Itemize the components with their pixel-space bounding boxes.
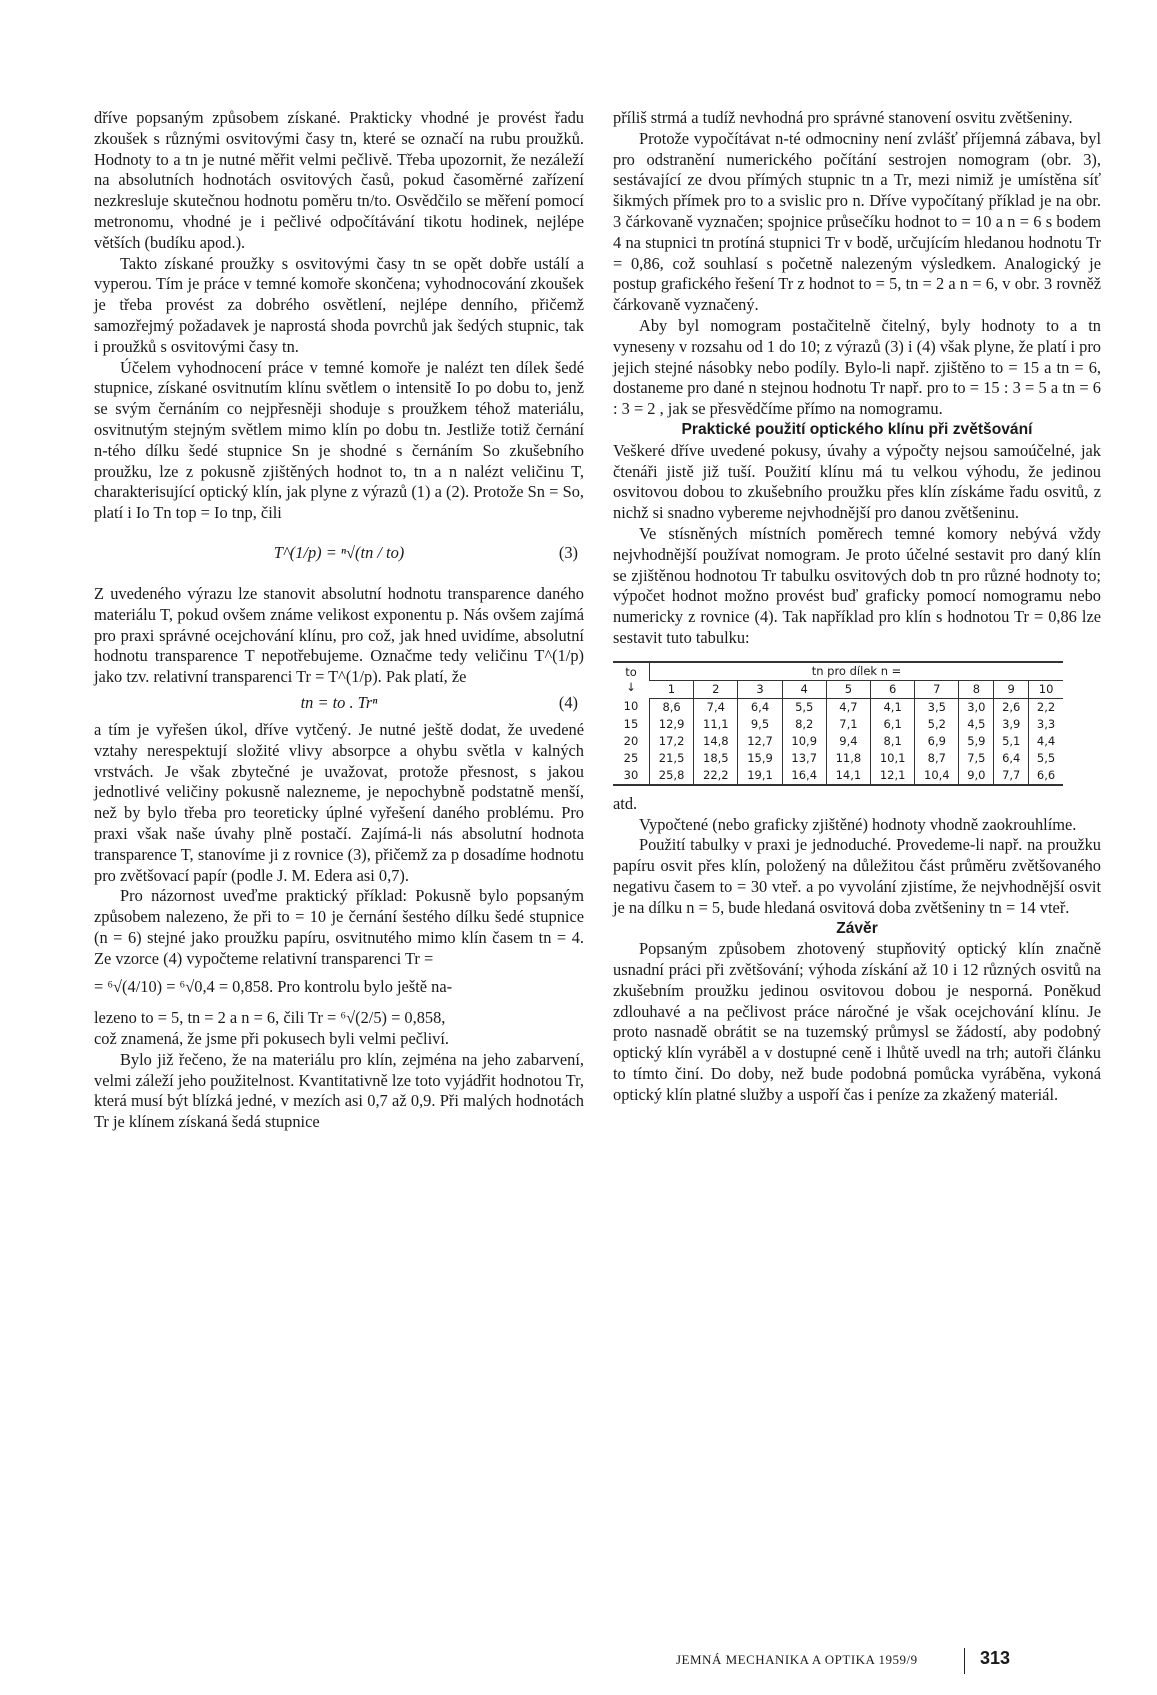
table-cell-t0: 10 [623,699,639,714]
table-cell: 7,7 [994,767,1029,785]
table-cell: 8,2 [782,716,826,733]
table-cell: 10,4 [915,767,959,785]
paragraph: příliš strmá a tudíž nevhodná pro správné stanovení osvitu zvětšeniny. [613,108,1073,127]
table-cell-t0: 20 [623,733,639,748]
table-row [613,750,1063,767]
table-column-header: 6 [871,680,915,698]
equation-number: (4) [558,692,578,712]
table-row [613,733,1063,750]
equation-4 [94,690,584,716]
table-cell: 18,5 [694,750,738,767]
table-row [613,767,1063,785]
table-cell: 4,4 [1029,733,1063,750]
table-cell: 13,7 [782,750,826,767]
table-cell: 10,1 [871,750,915,767]
paragraph: Bylo již řečeno, že na materiálu pro klín, zejména na jeho zabarvení, velmi záleží jeho použitelnost. Kvantitativně lze toto vyjádřit hodnotou Tr, která musí být blízká jedné, v mezích asi 0,7 až 0,9. Při malých hodnotách Tr je klínem získaná šedá stupnice [94,1049,584,1132]
table-cell: 25,8 [650,767,694,785]
journal-footer: JEMNÁ MECHANIKA A OPTIKA 1959/9 [676,1652,918,1667]
table-cell: 6,6 [1029,767,1063,785]
right-column [613,108,1101,1106]
table-cell: 7,5 [959,750,994,767]
paragraph: Pro názornost uveďme praktický příklad: Pokusně bylo popsaným způsobem nalezeno, že při to = 10 je černání šestého dílku šedé stupnice (n = 6) stejné jako proužku papíru, osvitnutého mimo klín časem tn = 4. Ze vzorce (4) vypočteme relativní transparenci Tr = [94,886,584,968]
equation-body: T^(1/p) = ⁿ√(tn / to) [273,542,405,562]
equation-3 [94,530,584,576]
table-cell: 9,5 [738,716,782,733]
table-cell: 6,4 [994,750,1029,767]
paragraph: Popsaným způsobem zhotovený stupňovitý optický klín značně usnadní práci při zvětšování; výhoda získání až 10 i 12 různých osvitů na zkušebním proužku jedinou osvitovou dobou je nesporná. Poněkud zdlouhavé a na pečlivost práce náročné je však ocejchování klínu. Je proto nasnadě obrátit se na tuzemský průmysl se žádostí, aby podobný optický klín vyráběl a v dostupné ceně i lhůtě uvedl na trh; autoři článku to tímto činí. Do doby, než bude podobná pomůcka vyráběna, vykoná optický klín platné služby a uspoří čas i peníze za zkažený materiál. [613,939,1101,1104]
table-cell: 5,2 [915,716,959,733]
table-cell: 12,9 [650,716,694,733]
table-cell: 4,1 [871,698,915,716]
table-corner [613,662,650,699]
paragraph: Takto získané proužky s osvitovými časy tn se opět dobře ustálí a vyperou. Tím je práce v temné komoře skončena; vyhodnocování zkoušek je třeba provést za dobrého osvětlení, nejlépe denního, přičemž samozřejmý požadavek je naprostá shoda povrchů jak šedých stupnic, tak i proužků s osvitovými časy tn. [94,253,584,356]
table-cell: 9,0 [959,767,994,785]
table-column-header: 4 [782,680,826,698]
paragraph: Veškeré dříve uvedené pokusy, úvahy a výpočty nejsou samoúčelné, jak čtenáři jistě již tuší. Použití klínu má tu velkou výhodu, že jedinou osvitovou dobou to zkušebního proužku přes klín získáme řadu osvitů, z nichž si snadno vybereme nejvhodnější pro danou zvětšeninu. [613,440,1101,523]
equation-line: lezeno to = 5, tn = 2 a n = 6, čili Tr = ⁶√(2/5) = 0,858, [94,1008,446,1028]
equation-number: (3) [558,542,578,562]
table-column-header: 2 [694,680,738,698]
corner-label: to [625,665,637,680]
paragraph: a tím je vyřešen úkol, dříve vytčený. Je nutné ještě dodat, že uvedené vztahy nerespektují složité vlivy absorpce a ohybu světla v kalných vrstvách. Je však zbytečné je uvažovat, protože přesnost, s jakou jednotlivé veličiny pokusně nalezneme, je nepochybně podstatně menší, než by bylo třeba pro teoreticky úplné vyřešení daného problému. Pro praxi však naše úvahy plně postačí. Zajímá-li nás absolutní hodnota transparence T, stanovíme ji z rovnice (3), přičemž za p dosadíme hodnotu pro zvětšovací papír (podle J. M. Edera asi 0,7). [94,719,584,885]
table-cell-t0: 25 [623,750,639,765]
table-cell: 6,4 [738,698,782,716]
table-column-header: 3 [738,680,782,698]
table-cell-t0: 15 [623,716,639,731]
paragraph: Účelem vyhodnocení práce v temné komoře je nalézt ten dílek šedé stupnice, získané osvitnutím klínu světlem o intensitě Io po dobu to, jenž se svým černáním co nejpřesněji shoduje s proužkem téhož materiálu, osvitnutým stejným světlem mimo klín po dobu tn. Jestliže totiž černání n-tého dílku šedé stupnice Sn je shodné s černáním So zkušebního proužku, lze z pokusně zjištěných hodnot to, tn a n nalézt veličinu T, charakterisující optický klín, jak plyne z výrazů (1) a (2). Protože Sn = So, platí i Io Tn top = Io tnp, čili [94,357,584,523]
table-column-header: 5 [826,680,870,698]
section-heading: Praktické použití optického klínu při zvětšování [681,420,1033,438]
table-column-header: 10 [1029,680,1063,698]
table-cell: 5,5 [782,698,826,716]
table-cell: 4,7 [826,698,870,716]
paragraph: Použití tabulky v praxi je jednoduché. Provedeme-li např. na proužku papíru osvit přes klín, položený na důležitou část průměru zvětšovaného negativu časem to = 30 vteř. a po vyvolání zjistíme, že nejvhodnější osvit je na dílku n = 5, bude hledaná osvitová doba zvětšeniny tn = 14 vteř. [613,835,1101,917]
table-cell: 16,4 [782,767,826,785]
table-cell: 5,9 [959,733,994,750]
table-cell: 9,4 [826,733,870,750]
table-cell: 3,0 [959,698,994,716]
table-column-header: 9 [994,680,1029,698]
table-cell-t0: 30 [623,767,639,782]
section-heading: Závěr [836,919,878,937]
table-cell: 10,9 [782,733,826,750]
table-cell: 7,4 [694,698,738,716]
table-row [613,716,1063,733]
table-cell: 17,2 [650,733,694,750]
table-cell: 3,3 [1029,716,1063,733]
table-cell: 2,6 [994,698,1029,716]
table-cell: 5,5 [1029,750,1063,767]
table-cell: 14,1 [826,767,870,785]
table-cell: 6,1 [871,716,915,733]
exposure-table [613,661,1063,786]
table-column-header: 8 [959,680,994,698]
table-column-headers [613,680,1063,698]
down-arrow-icon: ↓ [626,680,636,695]
table-cell: 19,1 [738,767,782,785]
table-cell: 21,5 [650,750,694,767]
table-cell: 11,8 [826,750,870,767]
table-cell: 4,5 [959,716,994,733]
table-cell: 7,1 [826,716,870,733]
paragraph: Z uvedeného výrazu lze stanovit absolutní hodnotu transparence daného materiálu T, pokud ovšem známe velikost exponentu p. Nás ovšem zajímá pro praxi správné ocejchování klínu, pro což, jak hned uvidíme, absolutní hodnotu transparence T nepotřebujeme. Označme tedy veličinu T^(1/p) jako tzv. relativní transparenci Tr = T^(1/p). Pak platí, že [94,583,584,687]
table-cell: 12,7 [738,733,782,750]
table-cell: 14,8 [694,733,738,750]
table-cell: 3,5 [915,698,959,716]
table-cell: 3,9 [994,716,1029,733]
table-cell: 8,7 [915,750,959,767]
table-cell: 8,6 [650,698,694,716]
equation-line: = ⁶√(4/10) = ⁶√0,4 = 0,858. Pro kontrolu bylo ještě na- [94,977,453,997]
table-cell: 15,9 [738,750,782,767]
table-column-header: 1 [650,680,694,698]
page-number: 313 [980,1648,1011,1668]
left-column [94,108,584,1133]
table-cell: 5,1 [994,733,1029,750]
paragraph: Vypočtené (nebo graficky zjištěné) hodnoty vhodně zaokrouhlíme. [639,814,1077,834]
paragraph: Aby byl nomogram postačitelně čitelný, byly hodnoty to a tn vyneseny v rozsahu od 1 do 10; z výrazů (3) i (4) však plyne, že platí i pro jejich stejné násobky nebo podíly. Bylo-li např. zjištěno to = 15 a tn = 6, dostaneme pro dané n stejnou hodnotu Tr např. pro to = 15 : 3 = 5 a tn = 6 : 3 = 2 , jak se přesvědčíme přímo na nomogramu. [613,315,1101,419]
table-group-header: tn pro dílek n = [650,662,1064,681]
paragraph: Protože vypočítávat n-té odmocniny není zvlášť příjemná zábava, byl pro odstranění numerického počítání sestrojen nomogram (obr. 3), sestávající ze dvou přímých stupnic tn a Tr, mezi nimiž je umístěna síť šikmých přímek pro to a svislic pro n. Dříve vypočítaný příklad je na obr. 3 čárkovaně vyznačen; spojnice průsečíku hodnot to = 10 a n = 6 s bodem 4 na stupnici tn protíná stupnici Tr v bodě, určujícím hledanou hodnotu Tr = 0,86, což souhlasí s početně nalezeným výsledkem. Analogický je postup grafického řešení Tr z hodnot to = 5, tn = 2 a n = 6, v obr. 3 rovněž čárkovaně vyznačený. [613,128,1101,315]
paragraph: Ve stísněných místních poměrech temné komory nebývá vždy nejvhodnější používat nomogram. Je proto účelné sestavit pro daný klín se zjištěnou hodnotou Tr tabulku osvitových dob tn pro různé hodnoty to; výpočet hodnot možno provést buď graficky pomocí nomogramu nebo numericky z rovnice (4). Tak například pro klín s hodnotou Tr = 0,86 lze sestavit tuto tabulku: [613,523,1101,647]
table-body [613,698,1063,785]
table-cell: 11,1 [694,716,738,733]
table-cell: 6,9 [915,733,959,750]
table-column-header: 7 [915,680,959,698]
table-cell: 12,1 [871,767,915,785]
paragraph: což znamená, že jsme při pokusech byli velmi pečliví. [94,1029,450,1049]
paragraph: dříve popsaným způsobem získané. Prakticky vhodné je provést řadu zkoušek s různými osvitovými časy tn, které se označí na rubu proužků. Hodnoty to a tn je nutné měřit velmi pečlivě. Třeba upozornit, že nezáleží na absolutních hodnotách osvitových časů, pokud časoměrné zařízení nezkresluje skutečnou hodnotu poměru tn/to. Osvědčilo se měření pomocí metronomu, vhodné je i pečlivé odpočítávání tikotu hodinek, nejlépe větších (budíku apod.). [94,108,584,252]
footer-divider [964,1648,965,1674]
equation-body: tn = to . Trⁿ [300,692,378,712]
table-cell: 8,1 [871,733,915,750]
table-cell: 22,2 [694,767,738,785]
table-cell: 2,2 [1029,698,1063,716]
table-row [613,698,1063,716]
paragraph: atd. [613,793,638,813]
